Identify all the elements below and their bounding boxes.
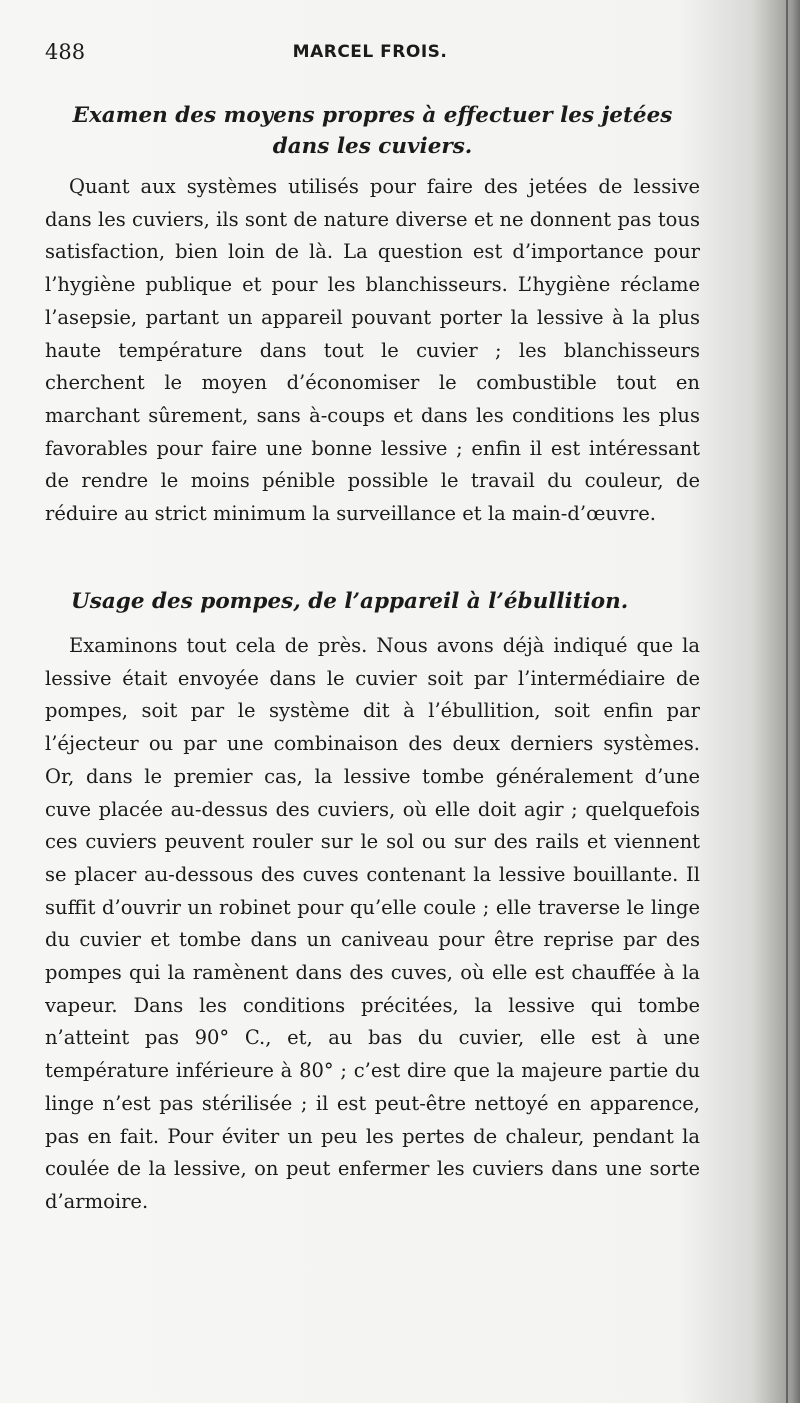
page-header [45,40,695,68]
paragraph-examinons: Examinons tout cela de près. Nous avons déjà indiqué que la lessive était envoyée dans le cuvier soit par l’intermédiaire de pompes, soit par le système dit à l’ébullition, soit enfin par l’éjecteur ou par une combinaison des deux derniers systèmes. Or, dans le premier cas, la lessive tombe généralement d’une cuve placée au-dessus des cuviers, où elle doit agir ; quelquefois ces cuviers peuvent rouler sur le sol ou sur des rails et viennent se placer au-dessous des cuves contenant la lessive bouillante. Il suffit d’ouvrir un robinet pour qu’elle coule ; elle traverse le linge du cuvier et tombe dans un caniveau pour être reprise par des pompes qui la ramènent dans des cuves, où elle est chauffée à la vapeur. Dans les conditions précitées, la lessive qui tombe n’atteint pas 90° C., et, au bas du cuvier, elle est à une température inférieure à 80° ; c’est dire que la majeure partie du linge n’est pas stérilisée ; il est peut-être nettoyé en apparence, pas en fait. Pour éviter un peu les pertes de chaleur, pendant la coulée de la lessive, on peut enfermer les cuviers dans une sorte d’armoire. [45,634,700,1213]
running-title: MARCEL FROIS. [292,42,448,62]
section-heading-usage-pompes: Usage des pompes, de l’appareil à l’ébullition. [71,589,629,614]
paragraph-jetees: Quant aux systèmes utilisés pour faire des jetées de lessive dans les cuviers, ils sont de nature diverse et ne donnent pas tous satisfaction, bien loin de là. La question est d’importance pour l’hygiène publique et pour les blanchisseurs. L’hygiène réclame l’asepsie, partant un appareil pouvant porter la lessive à la plus haute température dans tout le cuvier ; les blanchisseurs cherchent le moyen d’économiser le combustible tout en marchant sûrement, sans à-coups et dans les conditions les plus favorables pour faire une bonne lessive ; enfin il est intéressant de rendre le moins pénible possible le travail du couleur, de réduire au strict minimum la surveillance et la main-d’œuvre. [45,175,700,526]
page-number: 488 [45,40,86,64]
section-heading-examen: Examen des moyens propres à effectuer les jetées dans les cuviers. [72,103,673,159]
page-edge-shadow [786,0,788,1403]
